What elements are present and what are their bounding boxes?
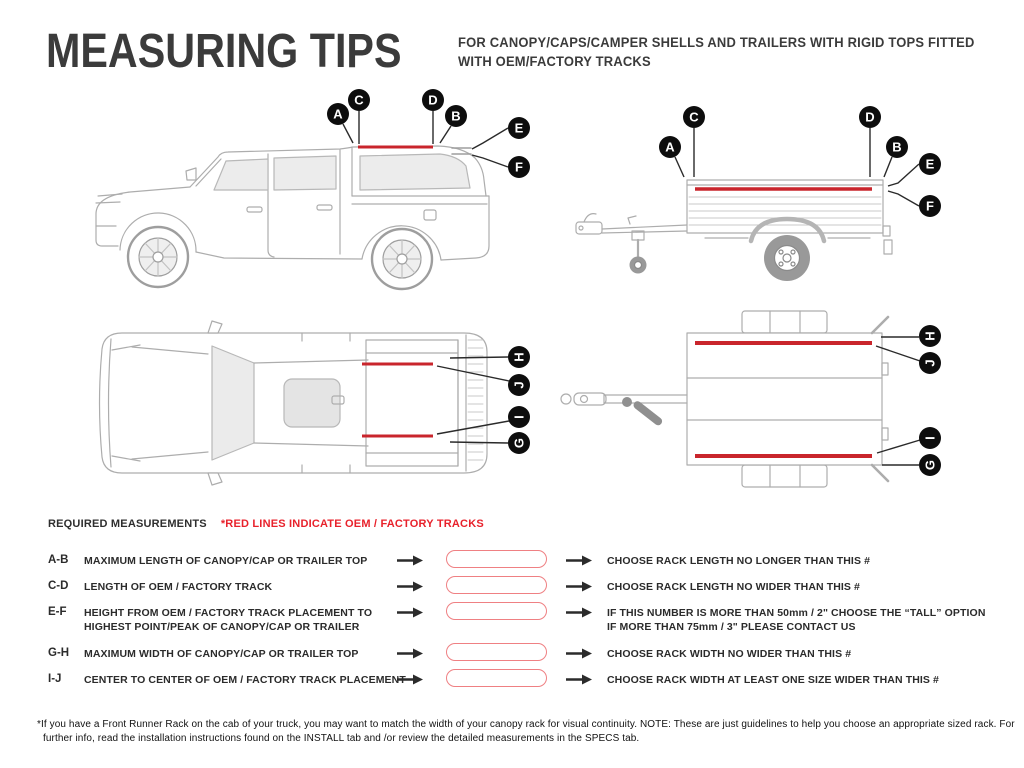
svg-text:H: H [922,331,938,341]
measurement-code: C-D [48,580,69,592]
measurement-description: MAXIMUM LENGTH OF CANOPY/CAP OR TRAILER TOP [84,555,368,567]
arrow-right-icon [566,555,592,566]
page-subtitle-line1: FOR CANOPY/CAPS/CAMPER SHELLS AND TRAILERS WITH RIGID TOPS FITTED [458,35,975,50]
measurement-row-ij [0,673,1024,699]
measurement-code: E-F [48,606,67,618]
arrow-right-icon [566,648,592,659]
svg-text:F: F [926,198,934,214]
svg-text:C: C [354,92,364,108]
arrow-right-icon [397,581,423,592]
trailer-top-view-drawing [561,311,888,487]
measurement-description: HEIGHT FROM OEM / FACTORY TRACK PLACEMENT TO HIGHEST POINT/PEAK OF CANOPY/CAP OR TRAILER [84,607,373,633]
measurement-code: I-J [48,673,62,685]
red-lines-note: *RED LINES INDICATE OEM / FACTORY TRACKS [220,518,484,530]
arrow-right-icon [397,607,423,618]
arrow-right-icon [397,555,423,566]
trailer-side-view-drawing [576,180,892,281]
page-subtitle-line2: WITH OEM/FACTORY TRACKS [458,54,651,69]
svg-text:G: G [922,459,938,471]
svg-text:J: J [511,381,527,389]
svg-text:G: G [511,437,527,449]
svg-text:D: D [865,109,875,125]
measurement-value-box [446,669,547,687]
measurement-value-box [446,643,547,661]
svg-text:D: D [428,92,438,108]
svg-text:B: B [451,108,461,124]
trailer-top-view-labels [876,325,941,476]
measurement-guideline: CHOOSE RACK WIDTH NO WIDER THAN THIS # [607,648,852,660]
measurement-code: A-B [48,554,69,566]
measurement-description: LENGTH OF OEM / FACTORY TRACK [84,581,273,593]
truck-top-view-labels [437,346,530,454]
measurement-value-box [446,550,547,568]
arrow-right-icon [397,674,423,685]
truck-top-view-drawing [100,321,488,485]
arrow-right-icon [566,674,592,685]
arrow-right-icon [566,607,592,618]
page-title: MEASURING TIPS [46,25,402,78]
svg-text:B: B [892,139,902,155]
arrow-right-icon [566,581,592,592]
measurement-code: G-H [48,647,70,659]
svg-text:E: E [925,156,935,172]
required-measurements-label: REQUIRED MEASUREMENTS [48,518,207,530]
measurement-guideline: CHOOSE RACK WIDTH AT LEAST ONE SIZE WIDER THAN THIS # [607,674,939,686]
svg-text:F: F [515,159,523,175]
svg-text:I: I [922,436,938,440]
measurement-guideline: CHOOSE RACK LENGTH NO LONGER THAN THIS # [607,555,871,567]
measurement-description: CENTER TO CENTER OF OEM / FACTORY TRACK PLACEMENT [84,674,406,686]
svg-text:J: J [922,359,938,367]
measurement-value-box [446,576,547,594]
svg-text:C: C [689,109,699,125]
truck-side-view-drawing [96,146,489,289]
arrow-right-icon [397,648,423,659]
measurement-row-ef [0,606,1024,632]
svg-text:E: E [514,120,524,136]
svg-text:A: A [665,139,675,155]
footnote: *If you have a Front Runner Rack on the cab of your truck, you may want to match the width of your canopy rack for visual continuity. NOTE: These are just guidelines to help you choose an appropriate sized rack. For further info, read the installation instructions found on the INSTALL tab and /or review the detailed measurements in the SPECS tab. [37,719,1015,744]
measurement-guideline: IF THIS NUMBER IS MORE THAN 50mm / 2" CHOOSE THE “TALL” OPTION IF MORE THAN 75mm / 3" PLEASE CONTACT US [607,607,986,633]
svg-text:I: I [511,415,527,419]
measurement-description: MAXIMUM WIDTH OF CANOPY/CAP OR TRAILER TOP [84,648,359,660]
measurement-guideline: CHOOSE RACK LENGTH NO WIDER THAN THIS # [607,581,860,593]
svg-text:A: A [333,106,343,122]
svg-text:H: H [511,352,527,362]
required-measurements-heading [48,518,484,530]
measurement-value-box [446,602,547,620]
